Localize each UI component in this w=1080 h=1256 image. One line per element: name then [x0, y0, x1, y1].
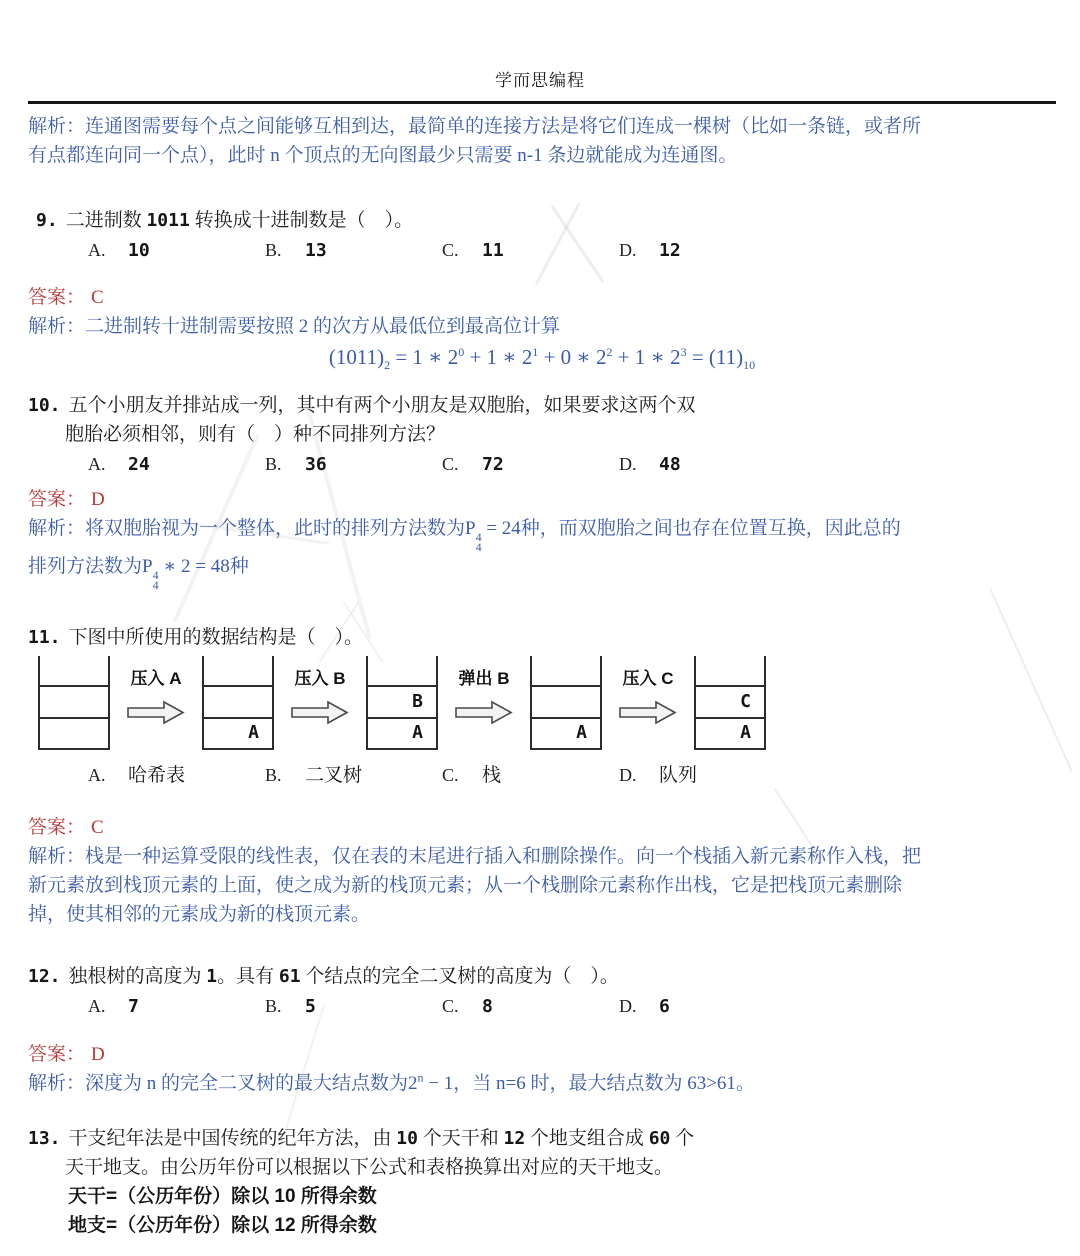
header-rule	[28, 101, 1056, 104]
option-b	[265, 451, 442, 478]
stem-text: 个结点的完全二叉树的高度为（ ）。	[300, 966, 619, 987]
option-label: A.	[88, 240, 106, 260]
stack-2	[202, 656, 274, 750]
stack-cell	[40, 656, 108, 685]
stem-text: 独根树的高度为	[68, 966, 207, 987]
option-value: 二叉树	[305, 765, 363, 786]
push-a-arrow	[110, 656, 202, 725]
stem-text: 。具有	[217, 966, 279, 987]
option-label: C.	[442, 454, 459, 474]
stack-5	[694, 656, 766, 750]
intro-analysis	[28, 112, 1056, 170]
q9-analysis	[28, 312, 1056, 341]
analysis-text: 掉，使其相邻的元素成为新的栈顶元素。	[28, 904, 371, 925]
stem-text: 个天干和	[417, 1128, 504, 1149]
question-number: 13.	[28, 1128, 61, 1149]
block-arrow-right-icon	[455, 700, 513, 725]
page-title: 学而思编程	[495, 71, 585, 90]
option-label: B.	[265, 454, 282, 474]
analysis-text: − 1，当 n=6 时，最大结点数为 63>61。	[423, 1073, 755, 1094]
option-a	[88, 237, 265, 264]
q10-answer-line	[28, 485, 1056, 514]
earthly-branch-formula: 地支=（公历年份）除以 12 所得余数	[68, 1215, 377, 1236]
option-label: C.	[442, 996, 459, 1016]
question-number: 11.	[28, 627, 61, 648]
page-header	[0, 0, 1080, 95]
question-13-stem	[28, 1124, 1056, 1182]
analysis-text: 深度为 n 的完全二叉树的最大结点数为2	[85, 1073, 418, 1094]
option-value: 72	[482, 454, 504, 475]
formula-subscript: 10	[743, 358, 756, 373]
stack-cell: B	[368, 685, 436, 716]
stem-number: 10	[396, 1128, 418, 1149]
option-value: 11	[482, 240, 504, 261]
option-value: 24	[128, 454, 150, 475]
analysis-text: = 24种，而双胞胎之间也存在位置互换，因此总的	[481, 518, 901, 539]
stem-number: 60	[648, 1128, 671, 1149]
page-content	[0, 112, 1080, 1240]
stack-cell: A	[696, 717, 764, 748]
q10-analysis	[28, 514, 1056, 590]
arrow-label: 压入 B	[294, 669, 346, 688]
stack-diagram	[38, 656, 1056, 750]
question-11-stem	[28, 623, 1056, 652]
option-c	[442, 237, 619, 264]
analysis-label: 解析：	[28, 518, 86, 539]
option-a	[88, 993, 265, 1020]
answer-label: 答案：	[28, 1044, 86, 1065]
stack-cell	[368, 656, 436, 685]
stack-cell: A	[532, 717, 600, 748]
stem-number: 1011	[146, 210, 190, 231]
stack-cell	[696, 656, 764, 685]
option-a	[88, 451, 265, 478]
stack-cell	[40, 685, 108, 716]
option-value: 6	[659, 996, 670, 1017]
arrow-label: 压入 C	[622, 669, 674, 688]
stem-text: 下图中所使用的数据结构是（ ）。	[68, 627, 364, 648]
option-value: 10	[128, 240, 150, 261]
option-label: A.	[88, 996, 106, 1016]
q12-answer-line	[28, 1040, 1056, 1069]
heavenly-stem-formula: 天干=（公历年份）除以 10 所得余数	[68, 1186, 377, 1207]
answer-label: 答案：	[28, 817, 86, 838]
arrow-label: 压入 A	[130, 669, 182, 688]
option-value: 5	[305, 996, 316, 1017]
formula-superscript: 2	[606, 345, 613, 359]
stack-cell	[40, 717, 108, 748]
formula-superscript: 3	[680, 345, 687, 359]
stack-cell	[532, 685, 600, 716]
stem-text: 天干地支。由公历年份可以根据以下公式和表格换算出对应的天干地支。	[65, 1157, 674, 1178]
stem-text: 个	[670, 1128, 695, 1149]
push-b-arrow	[274, 656, 366, 725]
stem-number: 1	[206, 966, 218, 987]
p-permutation-indices: 4 4	[152, 568, 159, 592]
option-label: C.	[442, 240, 459, 260]
formula-text: + 1 ∗ 2	[612, 345, 681, 369]
formula-superscript: n	[417, 1070, 424, 1085]
block-arrow-right-icon	[619, 700, 677, 725]
stack-cell	[204, 685, 272, 716]
option-label: B.	[265, 240, 282, 260]
question-number: 10.	[28, 395, 61, 416]
analysis-text: 新元素放到栈顶元素的上面，使之成为新的栈顶元素；从一个栈删除元素称作出栈，它是把栈顶元素删除	[28, 875, 903, 896]
q11-answer-line	[28, 813, 1056, 842]
option-b	[265, 762, 442, 789]
stack-cell: C	[696, 685, 764, 716]
option-label: B.	[265, 765, 282, 785]
formula-text: + 0 ∗ 2	[538, 345, 607, 369]
option-value: 13	[305, 240, 327, 261]
analysis-text: 二进制转十进制需要按照 2 的次方从最低位到最高位计算	[85, 316, 561, 337]
question-10-stem	[28, 391, 1056, 449]
q12-options-row	[28, 993, 1056, 1020]
option-c	[442, 993, 619, 1020]
formula-text: = 1 ∗ 2	[390, 345, 459, 369]
stem-number: 12	[503, 1128, 526, 1149]
answer-label: 答案：	[28, 287, 86, 308]
stack-3	[366, 656, 438, 750]
analysis-label: 解析：	[28, 316, 86, 337]
option-b	[265, 993, 442, 1020]
option-label: D.	[619, 765, 637, 785]
question-number: 9.	[36, 210, 58, 231]
push-c-arrow	[602, 656, 694, 725]
stem-text: 二进制数	[65, 210, 147, 231]
stack-cell: A	[204, 717, 272, 748]
analysis-label: 解析：	[28, 116, 86, 137]
option-d	[619, 993, 796, 1020]
option-label: B.	[265, 996, 282, 1016]
option-value: 8	[482, 996, 493, 1017]
analysis-label: 解析：	[28, 846, 86, 867]
block-arrow-right-icon	[291, 700, 349, 725]
answer-letter: C	[91, 817, 104, 838]
option-value: 48	[659, 454, 681, 475]
option-value: 栈	[482, 765, 502, 786]
option-d	[619, 451, 796, 478]
option-value: 队列	[659, 765, 698, 786]
option-value: 36	[305, 454, 327, 475]
answer-letter: C	[91, 287, 104, 308]
option-label: A.	[88, 454, 106, 474]
q11-analysis	[28, 842, 1056, 929]
p-permutation-indices: 4 4	[475, 530, 482, 554]
q10-options-row	[28, 451, 1056, 478]
q11-options-row	[28, 762, 1056, 789]
formula-text: = (11)	[686, 345, 744, 369]
analysis-label: 解析：	[28, 1073, 86, 1094]
option-label: D.	[619, 996, 637, 1016]
stem-text: 干支纪年法是中国传统的纪年方法，由	[68, 1128, 397, 1149]
answer-letter: D	[91, 1044, 105, 1065]
arrow-label: 弹出 B	[458, 669, 510, 688]
question-12-stem	[28, 962, 1056, 991]
q12-analysis	[28, 1069, 1056, 1098]
analysis-text-line1: 连通图需要每个点之间能够互相到达，最简单的连接方法是将它们连成一棵树（比如一条链，或者所	[85, 116, 922, 137]
option-value: 哈希表	[128, 765, 186, 786]
stack-cell	[204, 656, 272, 685]
option-label: C.	[442, 765, 459, 785]
question-number: 12.	[28, 966, 61, 987]
stack-cell	[532, 656, 600, 685]
analysis-text: 将双胞胎视为一个整体，此时的排列方法数为P	[85, 518, 476, 539]
stack-1	[38, 656, 110, 750]
option-b	[265, 237, 442, 264]
option-label: D.	[619, 240, 637, 260]
option-label: D.	[619, 454, 637, 474]
option-c	[442, 451, 619, 478]
formula-superscript: 0	[458, 345, 465, 359]
stem-text: 五个小朋友并排站成一列，其中有两个小朋友是双胞胎，如果要求这两个双	[68, 395, 696, 416]
block-arrow-right-icon	[127, 700, 185, 725]
formula-text: (1011)	[328, 345, 385, 369]
stem-number: 61	[278, 966, 301, 987]
option-d	[619, 762, 796, 789]
stem-text: 个地支组合成	[525, 1128, 649, 1149]
pop-b-arrow	[438, 656, 530, 725]
analysis-text-line2: 有点都连向同一个点），此时 n 个顶点的无向图最少只需要 n-1 条边就能成为连通图。	[28, 145, 738, 166]
analysis-text: ∗ 2 = 48种	[158, 556, 249, 577]
question-9-stem	[28, 206, 1056, 235]
option-d	[619, 237, 796, 264]
q9-options-row	[28, 237, 1056, 264]
stem-text: 转换成十进制数是（ ）。	[189, 210, 414, 231]
formula-superscript: 1	[532, 345, 539, 359]
analysis-text: 栈是一种运算受限的线性表，仅在表的末尾进行插入和删除操作。向一个栈插入新元素称作入栈，把	[85, 846, 922, 867]
stack-4	[530, 656, 602, 750]
answer-letter: D	[91, 489, 105, 510]
formula-text: + 1 ∗ 2	[464, 345, 533, 369]
option-a	[88, 762, 265, 789]
option-value: 12	[659, 240, 681, 261]
q9-formula	[28, 341, 1056, 373]
answer-label: 答案：	[28, 489, 86, 510]
formula-subscript: 2	[384, 358, 391, 373]
q9-answer-line	[28, 283, 1056, 312]
stem-text: 胞胎必须相邻，则有（ ）种不同排列方法？	[65, 424, 446, 445]
option-value: 7	[128, 996, 139, 1017]
analysis-text: 排列方法数为P	[28, 556, 153, 577]
option-label: A.	[88, 765, 106, 785]
stack-cell: A	[368, 717, 436, 748]
option-c	[442, 762, 619, 789]
